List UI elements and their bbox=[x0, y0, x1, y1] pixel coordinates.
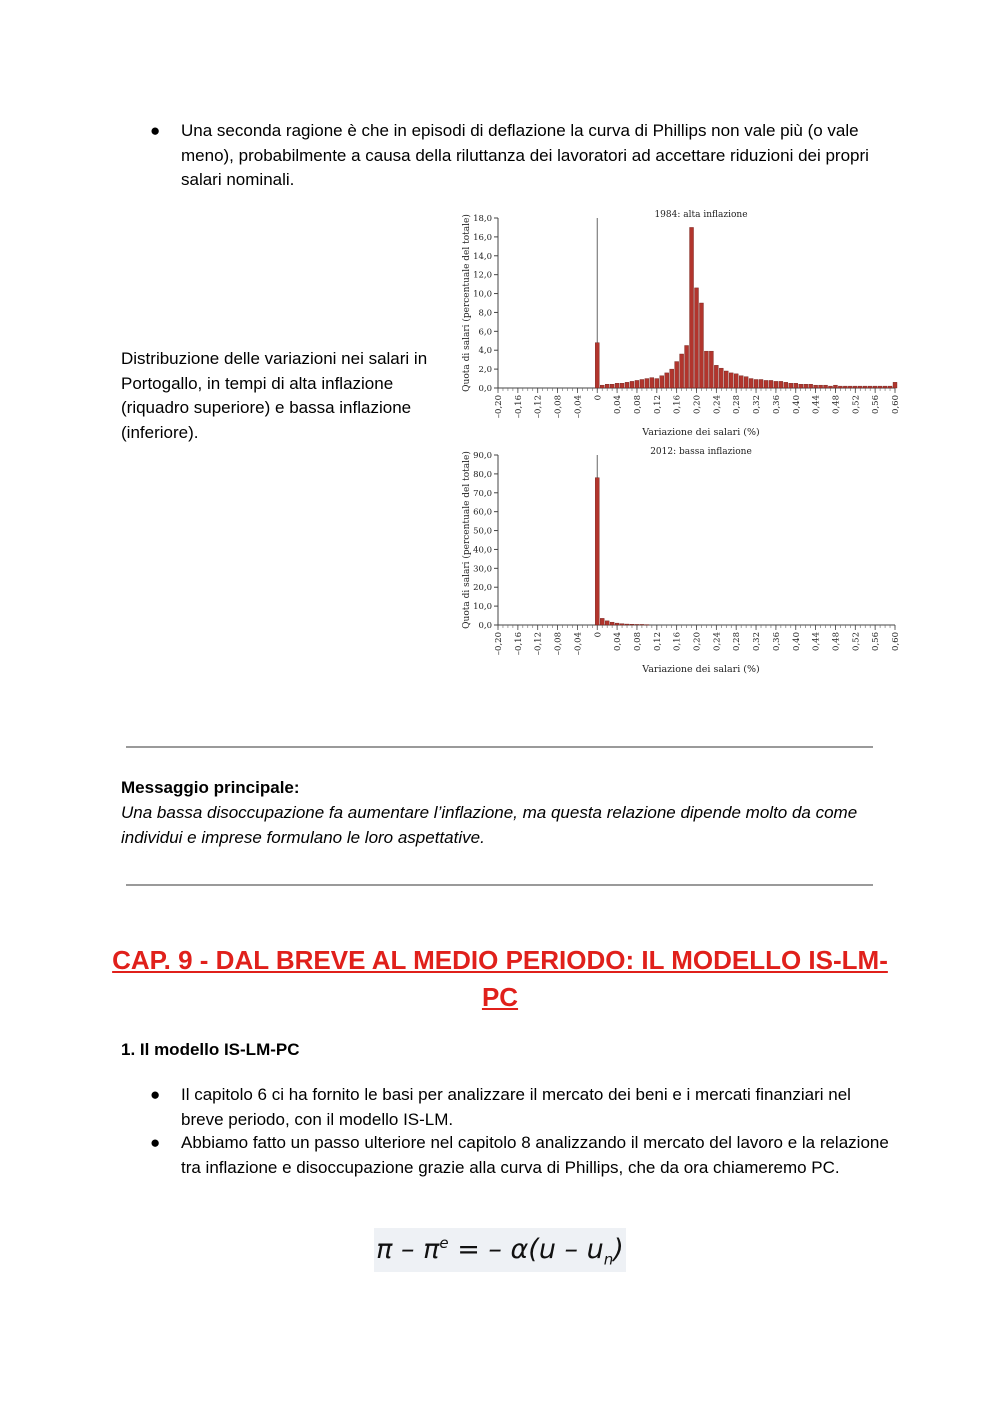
x-tick-label: 0,60 bbox=[891, 395, 901, 414]
x-tick-label: 0,44 bbox=[811, 632, 822, 651]
bar bbox=[709, 351, 713, 388]
divider-top bbox=[126, 746, 873, 748]
bar bbox=[843, 386, 847, 388]
bar bbox=[744, 377, 748, 388]
y-tick-label: 30,0 bbox=[473, 564, 492, 575]
bar bbox=[769, 380, 773, 388]
y-axis-label: Quota di salari (percentuale del totale) bbox=[462, 214, 472, 392]
bar bbox=[680, 354, 684, 388]
y-tick-label: 6,0 bbox=[478, 327, 492, 338]
bar bbox=[883, 386, 887, 388]
bar bbox=[635, 380, 639, 388]
bar bbox=[620, 383, 624, 388]
bar bbox=[690, 227, 694, 388]
bar bbox=[819, 385, 823, 388]
x-tick-label: 0,20 bbox=[692, 395, 703, 414]
y-tick-label: 40,0 bbox=[473, 545, 492, 556]
x-tick-label: 0,40 bbox=[791, 395, 802, 414]
bar bbox=[625, 382, 629, 388]
bar bbox=[660, 376, 664, 388]
bar bbox=[645, 379, 649, 388]
bar bbox=[799, 384, 803, 388]
bar bbox=[630, 381, 634, 388]
x-tick-label: 0,24 bbox=[712, 632, 723, 651]
x-tick-label: 0,36 bbox=[771, 632, 782, 651]
x-tick-label: –0,20 bbox=[494, 632, 504, 656]
bar bbox=[893, 382, 897, 388]
bar bbox=[764, 380, 768, 388]
bar bbox=[779, 381, 783, 388]
y-tick-label: 14,0 bbox=[473, 251, 492, 262]
x-tick-label: 0,20 bbox=[692, 632, 703, 651]
x-tick-label: –0,16 bbox=[513, 632, 524, 656]
bar bbox=[804, 384, 808, 388]
y-tick-label: 80,0 bbox=[473, 469, 492, 480]
bar bbox=[620, 624, 624, 625]
bar bbox=[888, 386, 892, 388]
chart-high-inflation bbox=[458, 205, 903, 440]
x-tick-label: 0,40 bbox=[791, 632, 802, 651]
x-tick-label: –0,12 bbox=[533, 395, 544, 419]
bar bbox=[759, 380, 763, 389]
bullet-text: Abbiamo fatto un passo ulteriore nel capitolo 8 analizzando il mercato del lavoro e la relazione tra inflazione e disoccupazione grazie alla curva di Phillips, che da ora chiameremo PC. bbox=[181, 1133, 889, 1177]
bar bbox=[595, 478, 599, 625]
bar bbox=[848, 386, 852, 388]
x-tick-label: 0,32 bbox=[752, 632, 763, 651]
bar bbox=[754, 380, 758, 389]
x-tick-label: 0 bbox=[593, 395, 604, 401]
chart-caption: Distribuzione delle variazioni nei salari in Portogallo, in tempi di alta inflazione (riquadro superiore) e bassa inflazione (inferiore). bbox=[121, 349, 428, 442]
y-tick-label: 70,0 bbox=[473, 488, 492, 499]
bar bbox=[714, 365, 718, 388]
bar bbox=[675, 362, 679, 388]
bar bbox=[640, 624, 644, 625]
x-tick-label: 0,56 bbox=[871, 632, 882, 651]
bar bbox=[635, 624, 639, 625]
bar bbox=[615, 383, 619, 388]
y-axis-label: Quota di salari (percentuale del totale) bbox=[462, 451, 472, 629]
bar bbox=[695, 288, 699, 388]
bar bbox=[739, 376, 743, 388]
bar bbox=[794, 383, 798, 388]
x-tick-label: –0,08 bbox=[553, 632, 564, 656]
phillips-curve-formula bbox=[374, 1228, 626, 1272]
y-tick-label: 8,0 bbox=[478, 308, 492, 319]
x-tick-label: 0 bbox=[593, 632, 604, 638]
bar bbox=[868, 386, 872, 388]
bar bbox=[600, 385, 604, 388]
section-title: 1. Il modello IS-LM-PC bbox=[121, 1040, 300, 1059]
y-tick-label: 18,0 bbox=[473, 214, 492, 224]
x-axis-label: Variazione dei salari (%) bbox=[642, 427, 760, 438]
bar bbox=[784, 382, 788, 388]
bar bbox=[685, 346, 689, 389]
x-tick-label: 0,44 bbox=[811, 395, 822, 414]
y-tick-label: 10,0 bbox=[473, 289, 492, 300]
bar bbox=[610, 384, 614, 388]
y-tick-label: 0,0 bbox=[478, 621, 492, 631]
chart-low-inflation bbox=[458, 442, 903, 680]
x-tick-label: 0,12 bbox=[652, 632, 663, 651]
bar bbox=[833, 385, 837, 388]
x-tick-label: –0,04 bbox=[573, 632, 584, 656]
x-axis-label: Variazione dei salari (%) bbox=[642, 664, 760, 675]
x-tick-label: 0,28 bbox=[732, 395, 743, 414]
x-tick-label: 0,52 bbox=[851, 395, 862, 414]
chart-title: 1984: alta inflazione bbox=[654, 210, 748, 220]
bar bbox=[605, 384, 609, 388]
bar bbox=[749, 379, 753, 388]
bar bbox=[645, 625, 649, 626]
y-tick-label: 0,0 bbox=[478, 384, 492, 394]
bar bbox=[595, 343, 599, 388]
x-tick-label: –0,12 bbox=[533, 632, 544, 656]
y-tick-label: 20,0 bbox=[473, 583, 492, 594]
chart-title: 2012: bassa inflazione bbox=[650, 447, 752, 457]
x-tick-label: –0,08 bbox=[553, 395, 564, 419]
bullet-item-deflation bbox=[150, 119, 890, 193]
bar bbox=[640, 380, 644, 389]
bar bbox=[734, 374, 738, 388]
bar bbox=[873, 386, 877, 388]
bar bbox=[600, 618, 604, 625]
y-tick-label: 10,0 bbox=[473, 602, 492, 613]
bar bbox=[814, 385, 818, 388]
x-tick-label: 0,36 bbox=[771, 395, 782, 414]
divider-bottom bbox=[126, 884, 873, 886]
x-tick-label: 0,16 bbox=[672, 395, 683, 414]
bar bbox=[838, 386, 842, 388]
bar bbox=[809, 384, 813, 388]
bullet-text: Il capitolo 6 ci ha fornito le basi per analizzare il mercato dei beni e i mercati finanziari nel breve periodo, con il modello IS-LM. bbox=[181, 1085, 851, 1129]
bullet-dot-icon: ● bbox=[150, 1085, 161, 1104]
x-tick-label: 0,52 bbox=[851, 632, 862, 651]
bar bbox=[625, 624, 629, 625]
bar bbox=[699, 303, 703, 388]
bar bbox=[774, 381, 778, 388]
x-tick-label: 0,04 bbox=[613, 632, 624, 651]
x-tick-label: 0,32 bbox=[752, 395, 763, 414]
bar bbox=[719, 368, 723, 388]
bullet-item-chapter8 bbox=[150, 1131, 890, 1205]
bar bbox=[789, 383, 793, 388]
x-tick-label: 0,24 bbox=[712, 395, 723, 414]
bar bbox=[655, 379, 659, 388]
x-tick-label: –0,20 bbox=[494, 395, 504, 419]
bar bbox=[704, 351, 708, 388]
bar bbox=[615, 623, 619, 625]
x-tick-label: 0,48 bbox=[831, 395, 842, 414]
bullet-text: Una seconda ragione è che in episodi di deflazione la curva di Phillips non vale più (o vale meno), probabilmente a causa della riluttanza dei lavoratori ad accettare riduzioni dei propri salari nominali. bbox=[181, 121, 869, 189]
x-tick-label: –0,04 bbox=[573, 395, 584, 419]
x-tick-label: 0,08 bbox=[632, 395, 643, 414]
x-tick-label: 0,28 bbox=[732, 632, 743, 651]
x-tick-label: 0,60 bbox=[891, 632, 901, 651]
bar bbox=[665, 373, 669, 388]
message-body: Una bassa disoccupazione fa aumentare l’inflazione, ma questa relazione dipende molto da come individui e imprese formulano le loro aspettative. bbox=[121, 803, 858, 847]
bar bbox=[878, 386, 882, 388]
x-tick-label: 0,48 bbox=[831, 632, 842, 651]
y-tick-label: 2,0 bbox=[478, 365, 492, 376]
bullet-dot-icon: ● bbox=[150, 1133, 161, 1152]
bar bbox=[858, 386, 862, 388]
chapter-title: CAP. 9 - DAL BREVE AL MEDIO PERIODO: IL MODELLO IS-LM-PC bbox=[112, 945, 888, 1012]
x-tick-label: 0,04 bbox=[613, 395, 624, 414]
bar bbox=[863, 386, 867, 388]
bar bbox=[724, 371, 728, 388]
y-tick-label: 12,0 bbox=[473, 270, 492, 281]
y-tick-label: 16,0 bbox=[473, 232, 492, 243]
bar bbox=[605, 621, 609, 625]
bar bbox=[610, 622, 614, 625]
x-tick-label: 0,16 bbox=[672, 632, 683, 651]
x-tick-label: 0,08 bbox=[632, 632, 643, 651]
message-title: Messaggio principale: bbox=[121, 778, 300, 797]
bullet-item-chapter6 bbox=[150, 1083, 890, 1133]
bar bbox=[630, 624, 634, 625]
bar bbox=[729, 373, 733, 388]
bar bbox=[829, 386, 833, 388]
bullet-dot-icon: ● bbox=[150, 121, 161, 140]
y-tick-label: 60,0 bbox=[473, 507, 492, 518]
y-tick-label: 50,0 bbox=[473, 526, 492, 537]
y-tick-label: 4,0 bbox=[478, 346, 492, 357]
formula-text: π – $\pi^e$ = – $\alpha(u - u_n)$ bbox=[376, 1234, 624, 1269]
y-tick-label: 90,0 bbox=[473, 451, 492, 461]
x-tick-label: 0,56 bbox=[871, 395, 882, 414]
bar bbox=[670, 369, 674, 388]
bar bbox=[824, 385, 828, 388]
bar bbox=[650, 378, 654, 388]
bar bbox=[853, 386, 857, 388]
x-tick-label: 0,12 bbox=[652, 395, 663, 414]
x-tick-label: –0,16 bbox=[513, 395, 524, 419]
